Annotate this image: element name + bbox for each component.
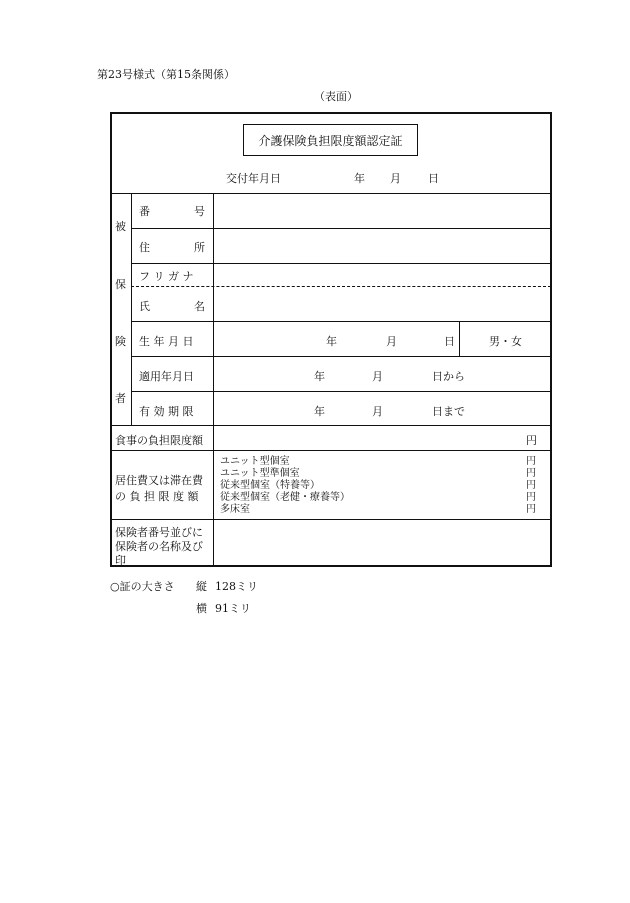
grid-line — [131, 356, 551, 357]
insurer-label-line1: 保険者番号並びに — [115, 526, 203, 539]
residence-label-line2: の 負 担 限 度 額 — [115, 490, 199, 503]
number-label: 番 号 — [139, 205, 205, 218]
applicable-date-label: 適用年月日 — [139, 370, 194, 383]
size-vertical-label: 縦 — [196, 580, 207, 593]
insured-char: 保 — [115, 278, 126, 291]
address-label: 住 所 — [139, 241, 205, 254]
insured-char: 険 — [115, 335, 126, 348]
issue-date-day: 日 — [428, 172, 439, 185]
issue-date-label: 交付年月日 — [226, 172, 281, 185]
residence-label-line1: 居住費又は滞在費 — [115, 474, 203, 487]
grid-line — [459, 321, 460, 356]
certificate-title-text: 介護保険負担限度額認定証 — [258, 133, 403, 148]
form-number: 第23号様式（第15条関係） — [97, 68, 235, 81]
applicable-year: 年 — [314, 370, 325, 383]
insured-char: 者 — [115, 392, 126, 405]
birth-month: 月 — [386, 335, 397, 348]
insurer-label-line2: 保険者の名称及び — [115, 540, 203, 553]
grid-line — [213, 193, 214, 567]
applicable-day: 日から — [432, 370, 465, 383]
validity-label: 有 効 期 限 — [139, 405, 194, 418]
residence-item: 従来型個室（特養等） — [220, 480, 320, 491]
validity-day: 日まで — [432, 405, 465, 418]
birth-year: 年 — [326, 335, 337, 348]
meal-limit-label: 食事の負担限度額 — [115, 434, 203, 447]
residence-item: 多床室 — [220, 504, 250, 515]
residence-item-unit: 円 — [526, 492, 536, 503]
residence-item-unit: 円 — [526, 456, 536, 467]
residence-item: 従来型個室（老健・療養等） — [220, 492, 350, 503]
furigana-label: フ リ ガ ナ — [139, 270, 194, 283]
sex-field: 男・女 — [489, 335, 522, 348]
residence-item-unit: 円 — [526, 504, 536, 515]
residence-item: ユニット型準個室 — [220, 468, 300, 479]
grid-line — [131, 228, 551, 229]
issue-date-month: 月 — [390, 172, 401, 185]
grid-line — [131, 263, 551, 264]
name-label: 氏 名 — [139, 300, 205, 313]
applicable-month: 月 — [372, 370, 383, 383]
grid-line — [131, 321, 551, 322]
furigana-divider — [131, 286, 551, 287]
size-horizontal-value: 91ミリ — [215, 602, 251, 615]
grid-line — [131, 391, 551, 392]
size-note-label: ○証の大きさ — [110, 580, 175, 593]
grid-line — [111, 193, 551, 194]
insured-char: 被 — [115, 220, 126, 233]
front-side-label: （表面） — [314, 90, 358, 103]
issue-date-year: 年 — [354, 172, 365, 185]
birth-day: 日 — [444, 335, 455, 348]
grid-line — [111, 450, 551, 451]
validity-year: 年 — [314, 405, 325, 418]
residence-item: ユニット型個室 — [220, 456, 290, 467]
insurer-label-line3: 印 — [115, 554, 126, 567]
residence-item-unit: 円 — [526, 480, 536, 491]
residence-item-unit: 円 — [526, 468, 536, 479]
size-vertical-value: 128ミリ — [215, 580, 258, 593]
size-horizontal-label: 横 — [196, 602, 207, 615]
certificate-title — [243, 124, 418, 156]
validity-month: 月 — [372, 405, 383, 418]
grid-line — [111, 519, 551, 520]
birth-date-label: 生 年 月 日 — [139, 335, 194, 348]
meal-limit-unit: 円 — [526, 434, 537, 447]
grid-line — [111, 425, 551, 426]
